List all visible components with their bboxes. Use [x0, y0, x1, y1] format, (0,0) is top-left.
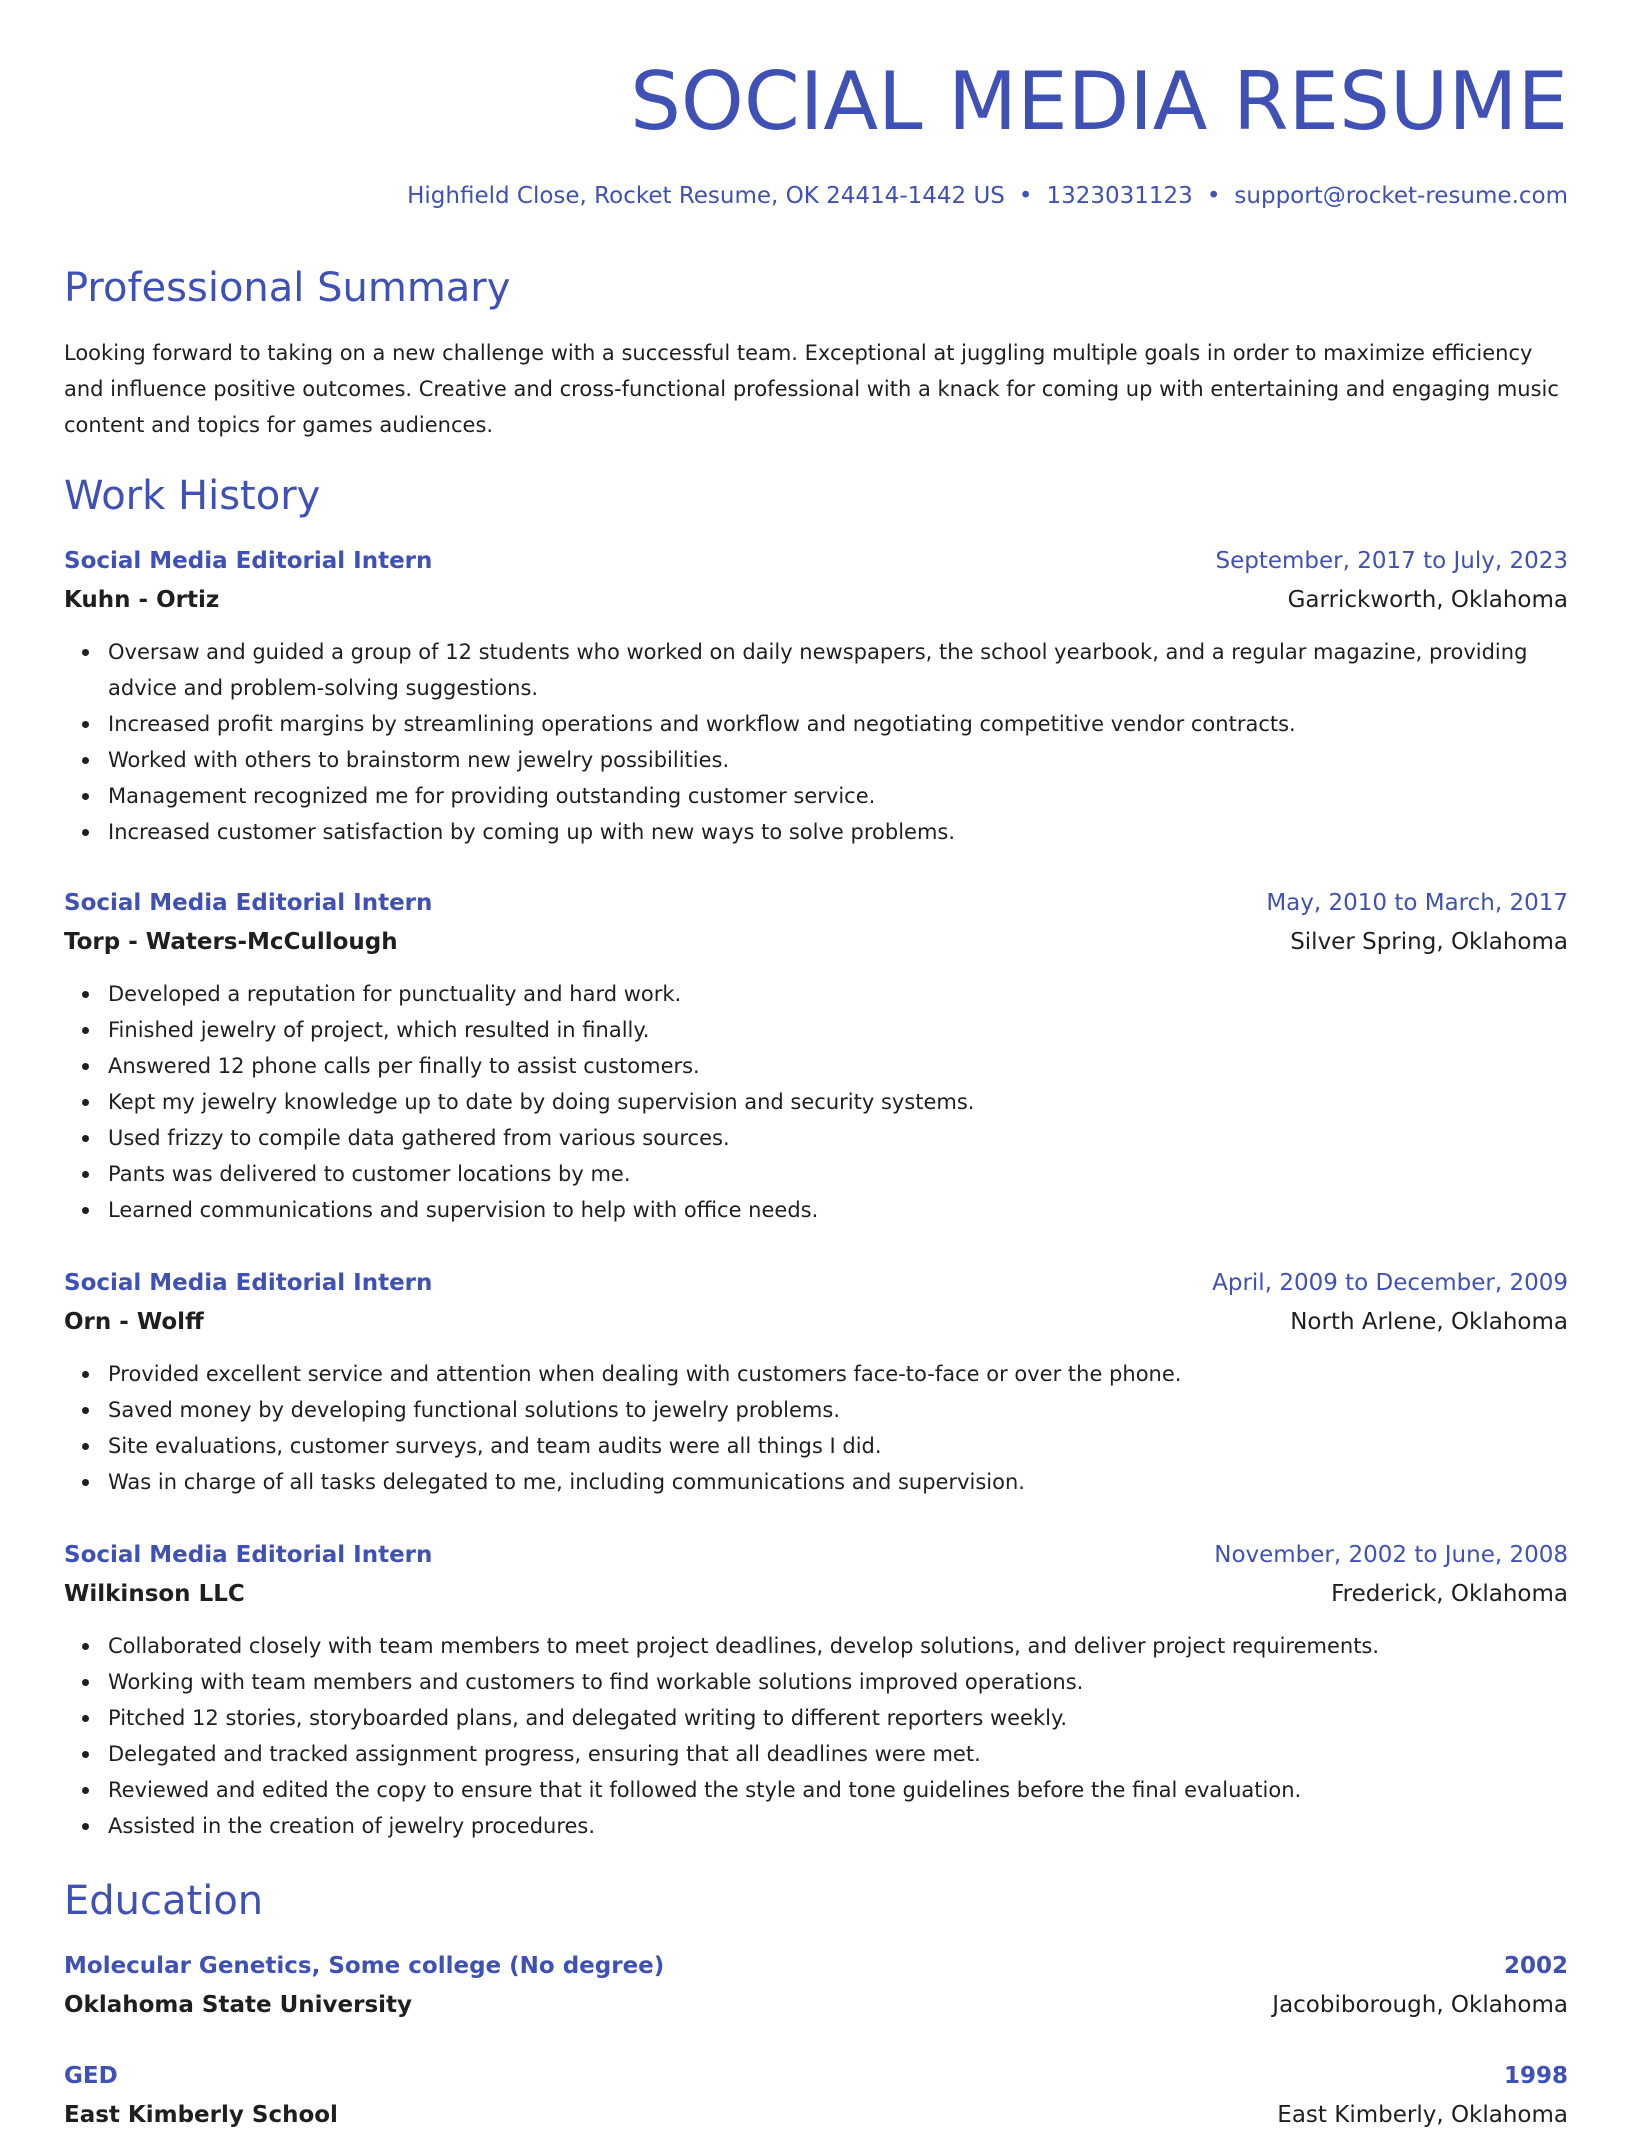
job-bullets	[64, 976, 1568, 1228]
job-bullet: Developed a reputation for punctuality and hard work.	[108, 976, 1568, 1012]
job-location: Silver Spring, Oklahoma	[1290, 929, 1568, 955]
job-bullet: Pitched 12 stories, storyboarded plans, and delegated writing to different reporters weekly.	[108, 1700, 1568, 1736]
job-bullet: Pants was delivered to customer locations by me.	[108, 1156, 1568, 1192]
job-company: Kuhn - Ortiz	[64, 587, 220, 613]
job-location: Garrickworth, Oklahoma	[1287, 587, 1568, 613]
job-bullet: Increased customer satisfaction by coming up with new ways to solve problems.	[108, 814, 1568, 850]
job-location: Frederick, Oklahoma	[1331, 1581, 1568, 1607]
resume-page	[64, 0, 1568, 2128]
education-degree: Molecular Genetics, Some college (No degree)	[64, 1953, 665, 1979]
job-bullet: Delegated and tracked assignment progress, ensuring that all deadlines were met.	[108, 1736, 1568, 1772]
job-title: Social Media Editorial Intern	[64, 1542, 433, 1568]
work-history-heading: Work History	[64, 473, 321, 519]
job-bullet: Management recognized me for providing outstanding customer service.	[108, 778, 1568, 814]
education-school: Oklahoma State University	[64, 1992, 413, 2018]
summary-text: Looking forward to taking on a new challenge with a successful team. Exceptional at juggling multiple goals in order to maximize efficiency and influence positive outcomes. Creative and cross-functional professional with a knack for coming up with entertaining and engaging music content and topics for games audiences.	[64, 341, 1559, 437]
job-title: Social Media Editorial Intern	[64, 1270, 433, 1296]
job-bullet: Saved money by developing functional solutions to jewelry problems.	[108, 1392, 1568, 1428]
job-bullet: Worked with others to brainstorm new jewelry possibilities.	[108, 742, 1568, 778]
job-dates: November, 2002 to June, 2008	[1214, 1542, 1568, 1568]
job-dates: April, 2009 to December, 2009	[1212, 1270, 1568, 1296]
job-company: Wilkinson LLC	[64, 1581, 245, 1607]
job-bullet: Reviewed and edited the copy to ensure that it followed the style and tone guidelines before the final evaluation.	[108, 1772, 1568, 1808]
job-bullet: Working with team members and customers to find workable solutions improved operations.	[108, 1664, 1568, 1700]
job-bullet: Site evaluations, customer surveys, and team audits were all things I did.	[108, 1428, 1568, 1464]
job-dates: May, 2010 to March, 2017	[1266, 890, 1568, 916]
education-location: Jacobiborough, Oklahoma	[1272, 1992, 1568, 2018]
job-location: North Arlene, Oklahoma	[1290, 1309, 1568, 1335]
job-bullet: Increased profit margins by streamlining operations and workflow and negotiating competitive vendor contracts.	[108, 706, 1568, 742]
resume-name: SOCIAL MEDIA RESUME	[630, 55, 1568, 148]
job-bullets	[64, 1356, 1568, 1500]
job-bullet: Answered 12 phone calls per finally to assist customers.	[108, 1048, 1568, 1084]
contact-separator: •	[1018, 183, 1033, 209]
job-entry	[64, 1536, 1568, 1844]
contact-separator: •	[1206, 183, 1221, 209]
job-title: Social Media Editorial Intern	[64, 890, 433, 916]
job-company: Orn - Wolff	[64, 1309, 204, 1335]
contact-line	[407, 180, 1568, 212]
job-bullet: Was in charge of all tasks delegated to me, including communications and supervision.	[108, 1464, 1568, 1500]
job-entry	[64, 884, 1568, 1228]
education-year: 1998	[1503, 2063, 1568, 2089]
job-bullets	[64, 1628, 1568, 1844]
job-bullet: Provided excellent service and attention when dealing with customers face-to-face or over the phone.	[108, 1356, 1568, 1392]
contact-address: Highfield Close, Rocket Resume, OK 24414-1442 US	[407, 183, 1005, 209]
education-school: East Kimberly School	[64, 2102, 338, 2128]
contact-phone: 1323031123	[1046, 183, 1193, 209]
education-entry	[64, 2057, 1568, 2135]
job-entry	[64, 1264, 1568, 1500]
job-title: Social Media Editorial Intern	[64, 548, 433, 574]
education-heading: Education	[64, 1878, 264, 1924]
job-bullet: Finished jewelry of project, which resulted in finally.	[108, 1012, 1568, 1048]
job-bullet: Assisted in the creation of jewelry procedures.	[108, 1808, 1568, 1844]
job-bullets	[64, 634, 1568, 850]
contact-email: support@rocket-resume.com	[1234, 183, 1568, 209]
job-entry	[64, 542, 1568, 850]
education-degree: GED	[64, 2063, 118, 2089]
education-entry	[64, 1947, 1568, 2025]
job-bullet: Oversaw and guided a group of 12 students who worked on daily newspapers, the school yearbook, and a regular magazine, providing advice and problem-solving suggestions.	[108, 634, 1568, 706]
education-year: 2002	[1503, 1953, 1568, 1979]
job-bullet: Collaborated closely with team members to meet project deadlines, develop solutions, and deliver project requirements.	[108, 1628, 1568, 1664]
job-bullet: Used frizzy to compile data gathered from various sources.	[108, 1120, 1568, 1156]
job-dates: September, 2017 to July, 2023	[1215, 548, 1568, 574]
job-bullet: Learned communications and supervision to help with office needs.	[108, 1192, 1568, 1228]
education-location: East Kimberly, Oklahoma	[1277, 2102, 1568, 2128]
job-bullet: Kept my jewelry knowledge up to date by doing supervision and security systems.	[108, 1084, 1568, 1120]
job-company: Torp - Waters-McCullough	[64, 929, 398, 955]
summary-heading: Professional Summary	[64, 265, 511, 311]
